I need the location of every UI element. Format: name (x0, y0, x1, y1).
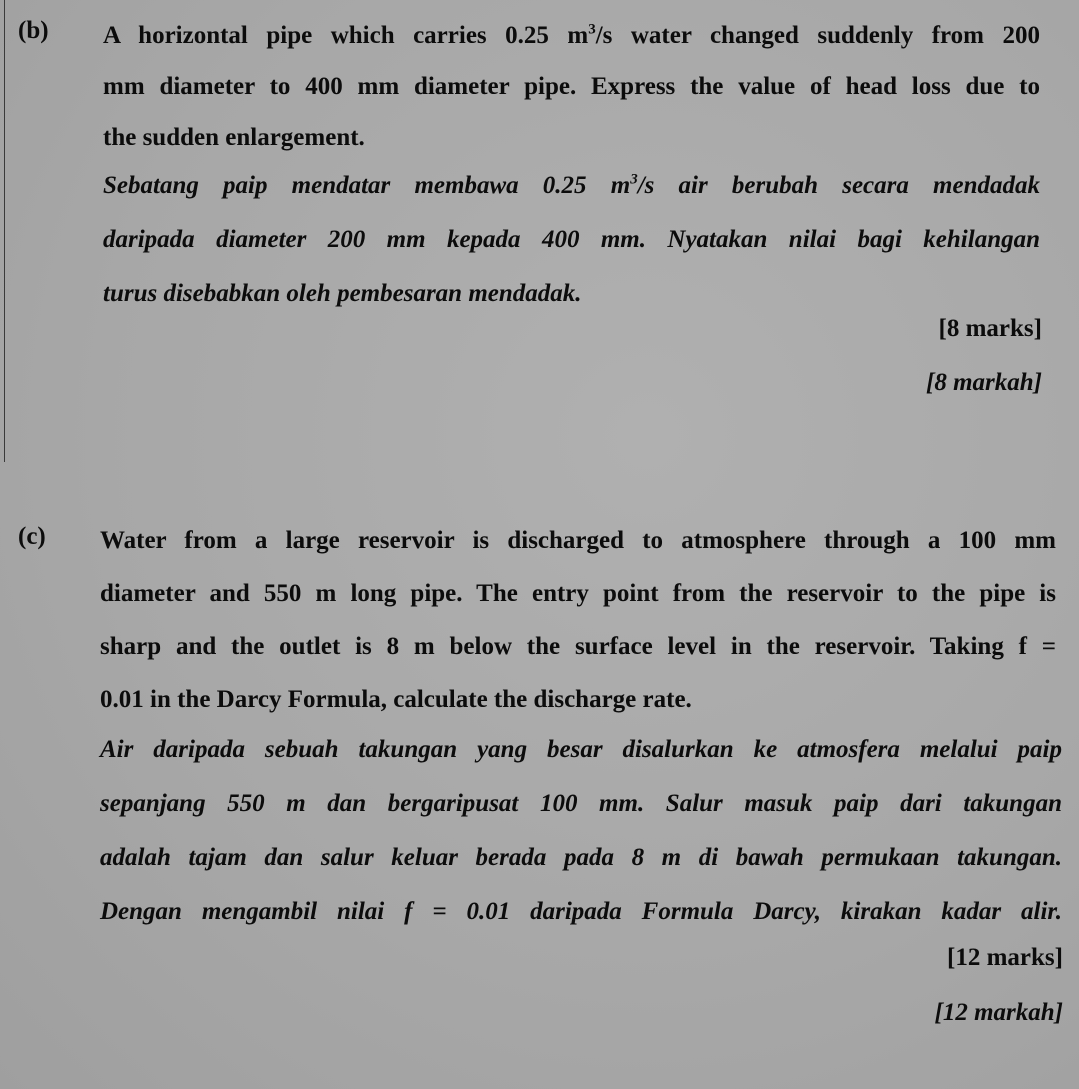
question-c-malay-line-3: adalah tajam dan salur keluar berada pada 8 m di bawah permukaan takungan. (100, 844, 1062, 871)
question-c-malay-line-2: sepanjang 550 m dan bergaripusat 100 mm. Salur masuk paip dari takungan (100, 790, 1062, 817)
question-b-english-line-1: A horizontal pipe which carries 0.25 $m^3/s$ water changed suddenly from 200 (103, 21, 1040, 49)
question-b-malay (103, 159, 1040, 321)
question-b-malay-line-1: Sebatang paip mendatar membawa 0.25 $m^3/s$ air berubah secara mendadak (103, 171, 1040, 199)
question-c-malay-line-1: Air daripada sebuah takungan yang besar disalurkan ke atmosfera melalui paip (100, 736, 1062, 763)
question-c-malay (100, 723, 1062, 939)
question-b-marks: [8 marks] (938, 315, 1042, 342)
question-c-english (100, 514, 1056, 726)
question-c-english-line-1: Water from a large reservoir is discharged to atmosphere through a 100 mm (100, 527, 1056, 554)
question-b-malay-line-3: turus disebabkan oleh pembesaran mendadak. (103, 280, 582, 307)
page-margin-line (4, 0, 5, 462)
question-b-english-line-3: the sudden enlargement. (103, 124, 365, 151)
question-b-markah: [8 markah] (926, 369, 1042, 396)
question-c-markah: [12 markah] (934, 999, 1063, 1026)
question-b-label: (b) (18, 17, 49, 44)
question-c-label: (c) (18, 523, 46, 550)
question-b-english (103, 10, 1040, 163)
question-c-english-line-4: 0.01 in the Darcy Formula, calculate the discharge rate. (100, 686, 692, 713)
question-c-english-line-3: sharp and the outlet is 8 m below the surface level in the reservoir. Taking f = (100, 633, 1056, 660)
question-b-malay-line-2: daripada diameter 200 mm kepada 400 mm. Nyatakan nilai bagi kehilangan (103, 226, 1040, 253)
question-c-malay-line-4: Dengan mengambil nilai f = 0.01 daripada Formula Darcy, kirakan kadar alir. (100, 898, 1062, 925)
question-b-english-line-2: mm diameter to 400 mm diameter pipe. Express the value of head loss due to (103, 73, 1040, 100)
question-c-english-line-2: diameter and 550 m long pipe. The entry point from the reservoir to the pipe is (100, 580, 1056, 607)
question-c-marks: [12 marks] (947, 944, 1063, 971)
